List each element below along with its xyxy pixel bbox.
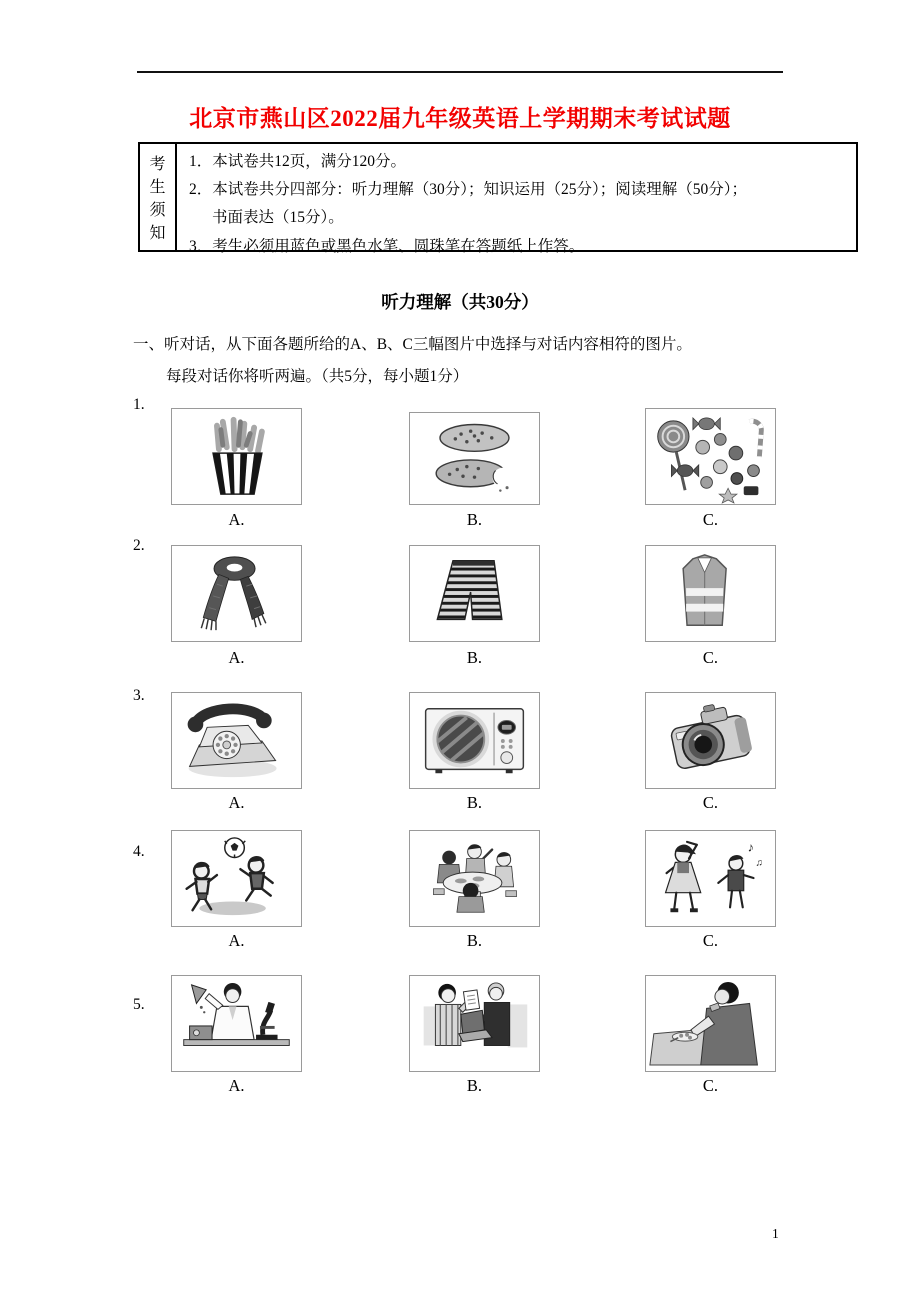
option-label: C. xyxy=(702,793,719,812)
notice-item: 1．本试卷共12页，满分120分。 xyxy=(189,153,407,170)
option-label: B. xyxy=(466,931,483,950)
question-number: 4. xyxy=(133,843,145,860)
eating-illustration xyxy=(646,976,775,1071)
option-image-french-fries xyxy=(171,408,302,505)
option-image-person-doing-experiment xyxy=(171,975,302,1072)
question-number: 3. xyxy=(133,687,145,704)
svg-text:♫: ♫ xyxy=(755,857,763,869)
soccer-kids-illustration xyxy=(172,831,301,926)
scarf-illustration xyxy=(172,546,301,641)
candies-illustration xyxy=(646,409,775,504)
question-number: 2. xyxy=(133,537,145,554)
header-rule xyxy=(137,71,783,73)
cookies-illustration xyxy=(410,413,539,504)
option-image-rotary-telephone xyxy=(171,692,302,789)
dance-sing-illustration xyxy=(646,831,775,926)
option-image-children-playing-soccer xyxy=(171,830,302,927)
option-label: A. xyxy=(228,931,245,950)
question-number: 1. xyxy=(133,396,145,413)
page-number: 1 xyxy=(772,1226,779,1241)
notice-label-char: 考 xyxy=(149,156,166,173)
option-label: B. xyxy=(466,510,483,529)
notice-items xyxy=(177,144,856,255)
option-label: A. xyxy=(228,1076,245,1095)
option-label: A. xyxy=(228,793,245,812)
option-image-two-people-using-laptop xyxy=(409,975,540,1072)
question-number: 5. xyxy=(133,996,145,1013)
notice-item: 3．考生必须用蓝色或黑色水笔、圆珠笔在答题纸上作答。 xyxy=(189,237,585,255)
option-label: C. xyxy=(702,1076,719,1095)
notice-vertical-label xyxy=(140,144,177,250)
experiment-illustration xyxy=(172,976,301,1071)
option-label: B. xyxy=(466,793,483,812)
option-label: A. xyxy=(228,510,245,529)
family-dinner-illustration xyxy=(410,831,539,926)
notice-label-char: 生 xyxy=(149,179,166,196)
notice-label-char: 知 xyxy=(149,225,166,242)
instruction-line-1: 一、听对话，从下面各题所给的A、B、C三幅图片中选择与对话内容相符的图片。 xyxy=(133,336,692,353)
exam-title: 北京市燕山区2022届九年级英语上学期期末考试试题 xyxy=(189,106,731,131)
notice-label-char: 须 xyxy=(149,202,166,219)
option-label: A. xyxy=(228,648,245,667)
candidate-notice-box xyxy=(138,142,858,255)
instruction-line-2: 每段对话你将听两遍。（共5分，每小题1分） xyxy=(166,368,469,385)
notice-item: 2．本试卷共分四部分：听力理解（30分）；知识运用（25分）；阅读理解（50分）； xyxy=(189,181,748,199)
section-heading: 听力理解（共30分） xyxy=(381,292,539,312)
vest-illustration xyxy=(646,546,775,641)
option-image-family-eating-at-table xyxy=(409,830,540,927)
svg-text:♪: ♪ xyxy=(747,840,754,855)
shorts-illustration xyxy=(410,546,539,641)
option-image-scarf xyxy=(171,545,302,642)
option-label: C. xyxy=(702,931,719,950)
french-fries-illustration xyxy=(172,409,301,504)
option-image-safety-vest xyxy=(645,545,776,642)
laptop-pair-illustration xyxy=(410,976,539,1071)
option-image-bitten-cookies xyxy=(409,412,540,505)
option-label: C. xyxy=(702,648,719,667)
option-image-person-eating-meal xyxy=(645,975,776,1072)
option-label: C. xyxy=(702,510,719,529)
option-image-microwave-oven xyxy=(409,692,540,789)
microwave-illustration xyxy=(410,693,539,788)
option-image-assorted-candies xyxy=(645,408,776,505)
option-image-camera xyxy=(645,692,776,789)
option-image-girl-dancing-boy-singing xyxy=(645,830,776,927)
option-label: B. xyxy=(466,1076,483,1095)
telephone-illustration xyxy=(172,693,301,788)
option-label: B. xyxy=(466,648,483,667)
notice-item-continuation: 书面表达（15分）。 xyxy=(212,209,344,227)
camera-illustration xyxy=(646,693,775,788)
option-image-striped-shorts xyxy=(409,545,540,642)
